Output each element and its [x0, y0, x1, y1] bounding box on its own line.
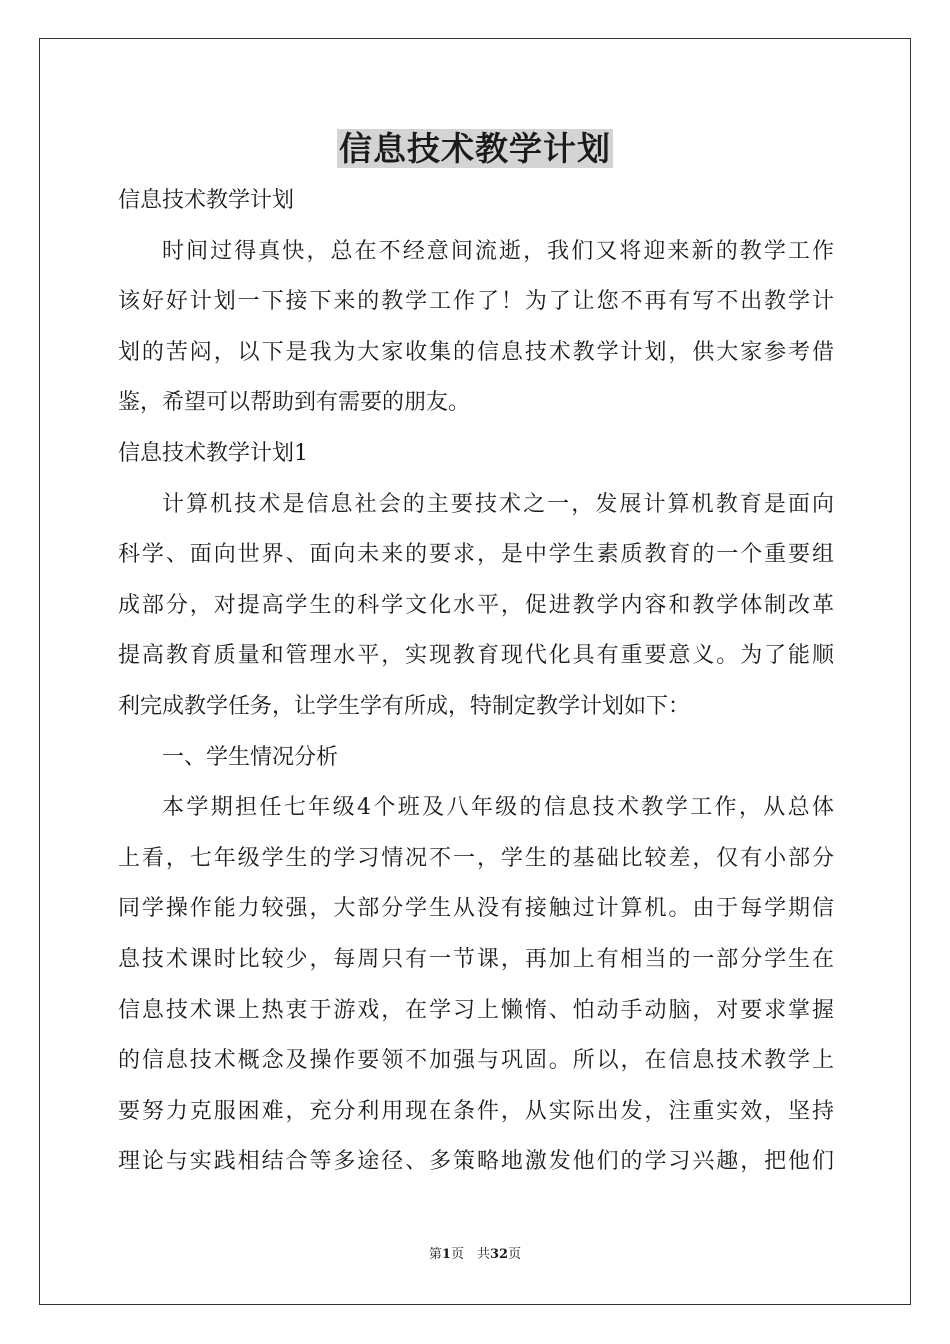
page-label-prefix: 第 — [428, 1247, 442, 1262]
document-subtitle: 信息技术教学计划 — [118, 188, 295, 213]
paragraph-line: 同学操作能力较强，大部分学生从没有接触过计算机。由于每学期信 — [118, 896, 834, 922]
section-title: 信息技术教学计划1 — [118, 440, 308, 466]
section-heading: 一、学生情况分析 — [162, 744, 339, 770]
intro-line: 划的苦闷，以下是我为大家收集的信息技术教学计划，供大家参考借 — [118, 339, 834, 365]
page-label-suffix: 页 — [508, 1247, 522, 1262]
page-footer — [0, 1246, 950, 1264]
paragraph-line: 理论与实践相结合等多途径、多策略地激发他们的学习兴趣，把他们 — [118, 1149, 834, 1175]
document-body — [118, 176, 834, 1188]
paragraph-line: 利完成教学任务，让学生学有所成，特制定教学计划如下： — [118, 693, 691, 719]
paragraph-line: 成部分，对提高学生的科学文化水平，促进教学内容和教学体制改革 — [118, 592, 834, 618]
intro-line: 该好好计划一下接下来的教学工作了！为了让您不再有写不出教学计 — [118, 289, 834, 315]
paragraph-line: 计算机技术是信息社会的主要技术之一，发展计算机教育是面向 — [162, 491, 834, 517]
paragraph-line: 提高教育质量和管理水平，实现教育现代化具有重要意义。为了能顺 — [118, 643, 834, 669]
paragraph-line: 息技术课时比较少，每周只有一节课，再加上有相当的一部分学生在 — [118, 946, 834, 972]
document-title-text: 信息技术教学计划 — [339, 129, 611, 168]
page-label-mid: 页 共 — [450, 1247, 490, 1262]
document-title — [0, 126, 950, 172]
paragraph-line: 本学期担任七年级4个班及八年级的信息技术教学工作，从总体 — [162, 795, 834, 821]
paragraph-line: 的信息技术概念及操作要领不加强与巩固。所以，在信息技术教学上 — [118, 1048, 834, 1074]
paragraph-line: 要努力克服困难，充分利用现在条件，从实际出发，注重实效，坚持 — [118, 1098, 834, 1124]
paragraph-line: 信息技术课上热衷于游戏，在学习上懒惰、怕动手动脑，对要求掌握 — [118, 997, 834, 1023]
page-total: 32 — [489, 1247, 509, 1262]
intro-line: 鉴，希望可以帮助到有需要的朋友。 — [118, 390, 471, 416]
page-current: 1 — [441, 1247, 451, 1262]
intro-line: 时间过得真快，总在不经意间流逝，我们又将迎来新的教学工作 — [162, 238, 834, 264]
paragraph-line: 上看，七年级学生的学习情况不一，学生的基础比较差，仅有小部分 — [118, 845, 834, 871]
paragraph-line: 科学、面向世界、面向未来的要求，是中学生素质教育的一个重要组 — [118, 542, 834, 568]
